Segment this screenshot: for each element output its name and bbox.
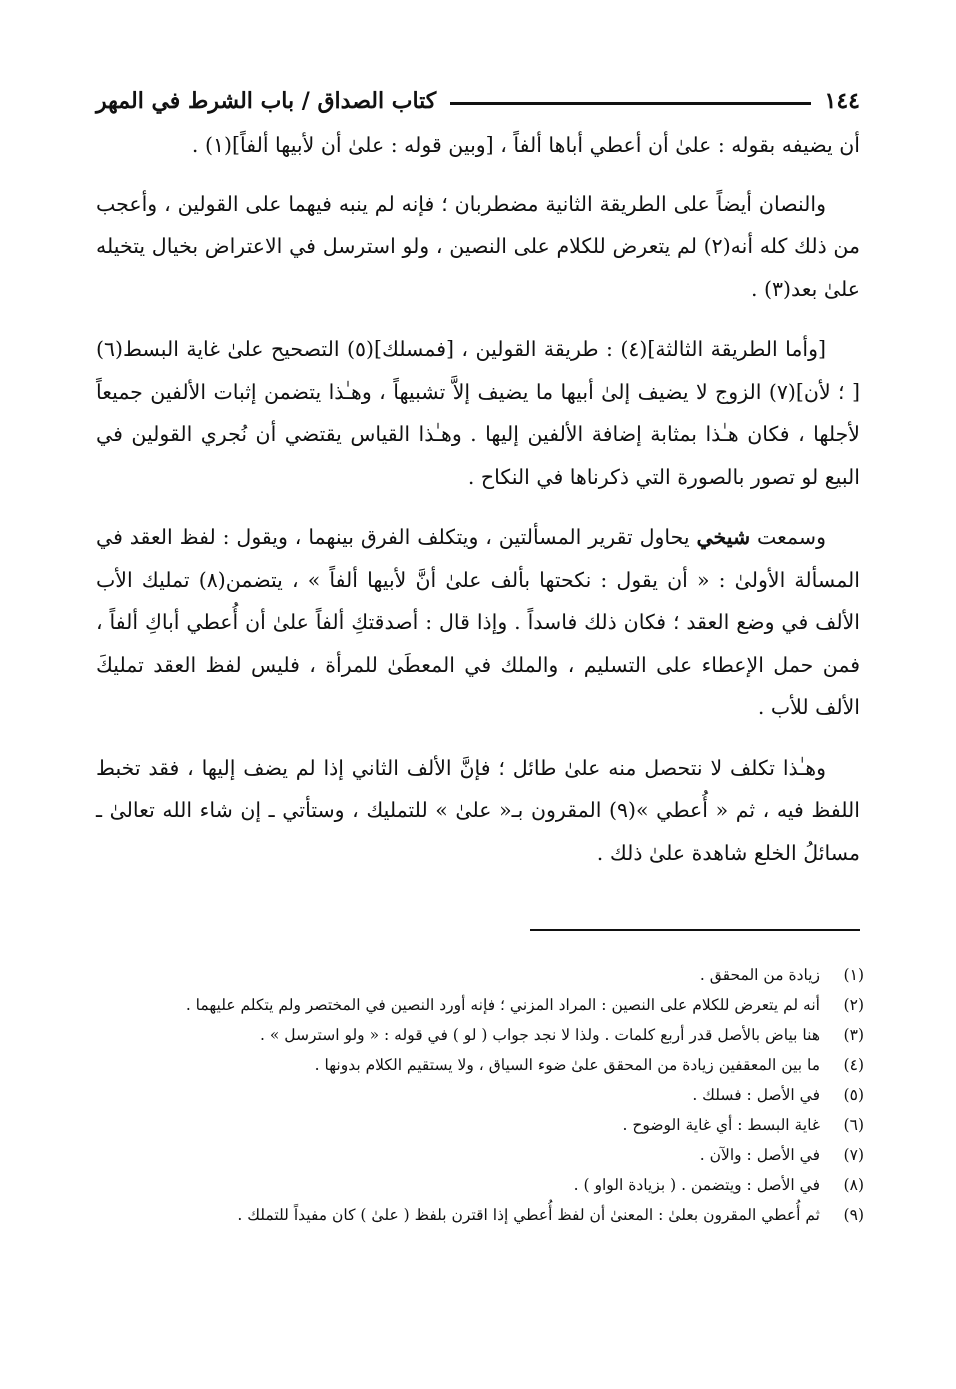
footnote-number: (٣) (843, 1026, 864, 1044)
header-rule (450, 102, 810, 105)
paragraph-rest: يحاول تقرير المسألتين ، ويتكلف الفرق بينهما ، ويقول : لفظ العقد في المسألة الأولىٰ : « أن يقول : نكحتها بألف علىٰ أنَّ لأبيها ألفاً » ، يتضمن(٨) تمليك الأب الألف في وضع العقد ؛ فكان ذلك فاسداً . وإذا قال : أصدقتكِ ألفاً علىٰ أن أُعطي أباكِ ألفاً ، فمن حمل الإعطاء على التسليم ، والملك في المعطَىٰ للمرأة ، فليس لفظ العقد تمليكَ الألف للأب . (96, 525, 860, 719)
footnote-text: في الأصل : فسلك . (692, 1086, 820, 1104)
emphasized-word: شيخي (696, 525, 751, 549)
footnote-text: أنه لم يتعرض للكلام على النصين : المراد المزني ؛ فإنه أورد النصين في المختصر ولم يتكلم عليهما . (185, 996, 820, 1014)
footnote-text: ثم أُعطي المقرون بعلىٰ : المعنىٰ أن لفظ أُعطي إذا اقترن بلفظ ( علىٰ ) كان مفيداً للتملك . (237, 1206, 820, 1224)
footnote (88, 990, 864, 1020)
paragraph: أن يضيفه بقوله : علىٰ أن أعطي أباها ألفاً ، [وبين قوله : علىٰ أن لأبيها ألفاً](١) . (191, 133, 860, 157)
footnote (88, 1110, 864, 1140)
paragraph: والنصان أيضاً على الطريقة الثانية مضطربان ؛ فإنه لم ينبه فيهما على القولين ، وأعجب من ذلك كله أنه(٢) لم يتعرض للكلام على النصين ، ولو استرسل في الاعتراض بخيال يتخيله علىٰ بعد(٣) . (96, 191, 860, 301)
footnote-number: (٥) (843, 1086, 864, 1104)
footnote-text: هنا بياض بالأصل قدر أربع كلمات . ولذا لا نجد جواب ( لو ) في قوله : « ولو استرسل » . (260, 1026, 820, 1044)
page-number: ١٤٤ (824, 88, 860, 114)
footnote-text: في الأصل : والآن . (699, 1146, 820, 1164)
footnote-number: (٨) (843, 1176, 864, 1194)
footnote-number: (٩) (843, 1206, 864, 1224)
footnote-separator (530, 929, 860, 931)
footnote-number: (١) (843, 966, 864, 984)
footnote (88, 1170, 864, 1200)
running-header (96, 80, 860, 114)
paragraph-lead: وسمعت (750, 525, 826, 549)
footnote (88, 1020, 864, 1050)
main-text (96, 124, 860, 892)
paragraph: وهـٰذا تكلف لا نتحصل منه علىٰ طائل ؛ فإنَّ الألف الثاني إذا لم يضف إليها ، فقد تخبط اللفظ فيه ، ثم « أُعطي »(٩) المقرون بـ« علىٰ » للتمليك ، وستأتي ـ إن شاء الله تعالىٰ ـ مسائلُ الخلع شاهدة علىٰ ذلك . (96, 755, 860, 865)
footnotes (88, 960, 864, 1230)
footnote-number: (٦) (843, 1116, 864, 1134)
running-title: كتاب الصداق / باب الشرط في المهر (96, 88, 437, 114)
footnote (88, 1140, 864, 1170)
footnote-text: في الأصل : ويتضمن . ( بزيادة الواو ) . (573, 1176, 820, 1194)
footnote-text: زيادة من المحقق . (699, 966, 820, 984)
footnote-text: ما بين المعقفين زيادة من المحقق علىٰ ضوء السياق ، ولا يستقيم الكلام بدونها . (314, 1056, 820, 1074)
paragraph (96, 516, 860, 729)
footnote (88, 1080, 864, 1110)
paragraph: [وأما الطريقة الثالثة](٤) : طريقة القولين ، [فمسلك](٥) التصحيح علىٰ غاية البسط(٦) [ ؛ لأن](٧) الزوج لا يضيف إلىٰ أبيها ما يضيف إلاَّ تشبيهاً ، وهـٰذا يتضمن إثبات الألفين جميعاً لأجلها ، فكان هـٰذا بمثابة إضافة الألفين إليها . وهـٰذا القياس يقتضي أن نُجري القولين في البيع لو تصور بالصورة التي ذكرناها في النكاح . (96, 337, 861, 489)
footnote-number: (٧) (843, 1146, 864, 1164)
footnote-number: (٢) (843, 996, 864, 1014)
footnote (88, 1050, 864, 1080)
footnote (88, 1200, 864, 1230)
footnote-text: غاية البسط : أي غاية الوضوح . (622, 1116, 820, 1134)
footnote (88, 960, 864, 990)
footnote-number: (٤) (843, 1056, 864, 1074)
